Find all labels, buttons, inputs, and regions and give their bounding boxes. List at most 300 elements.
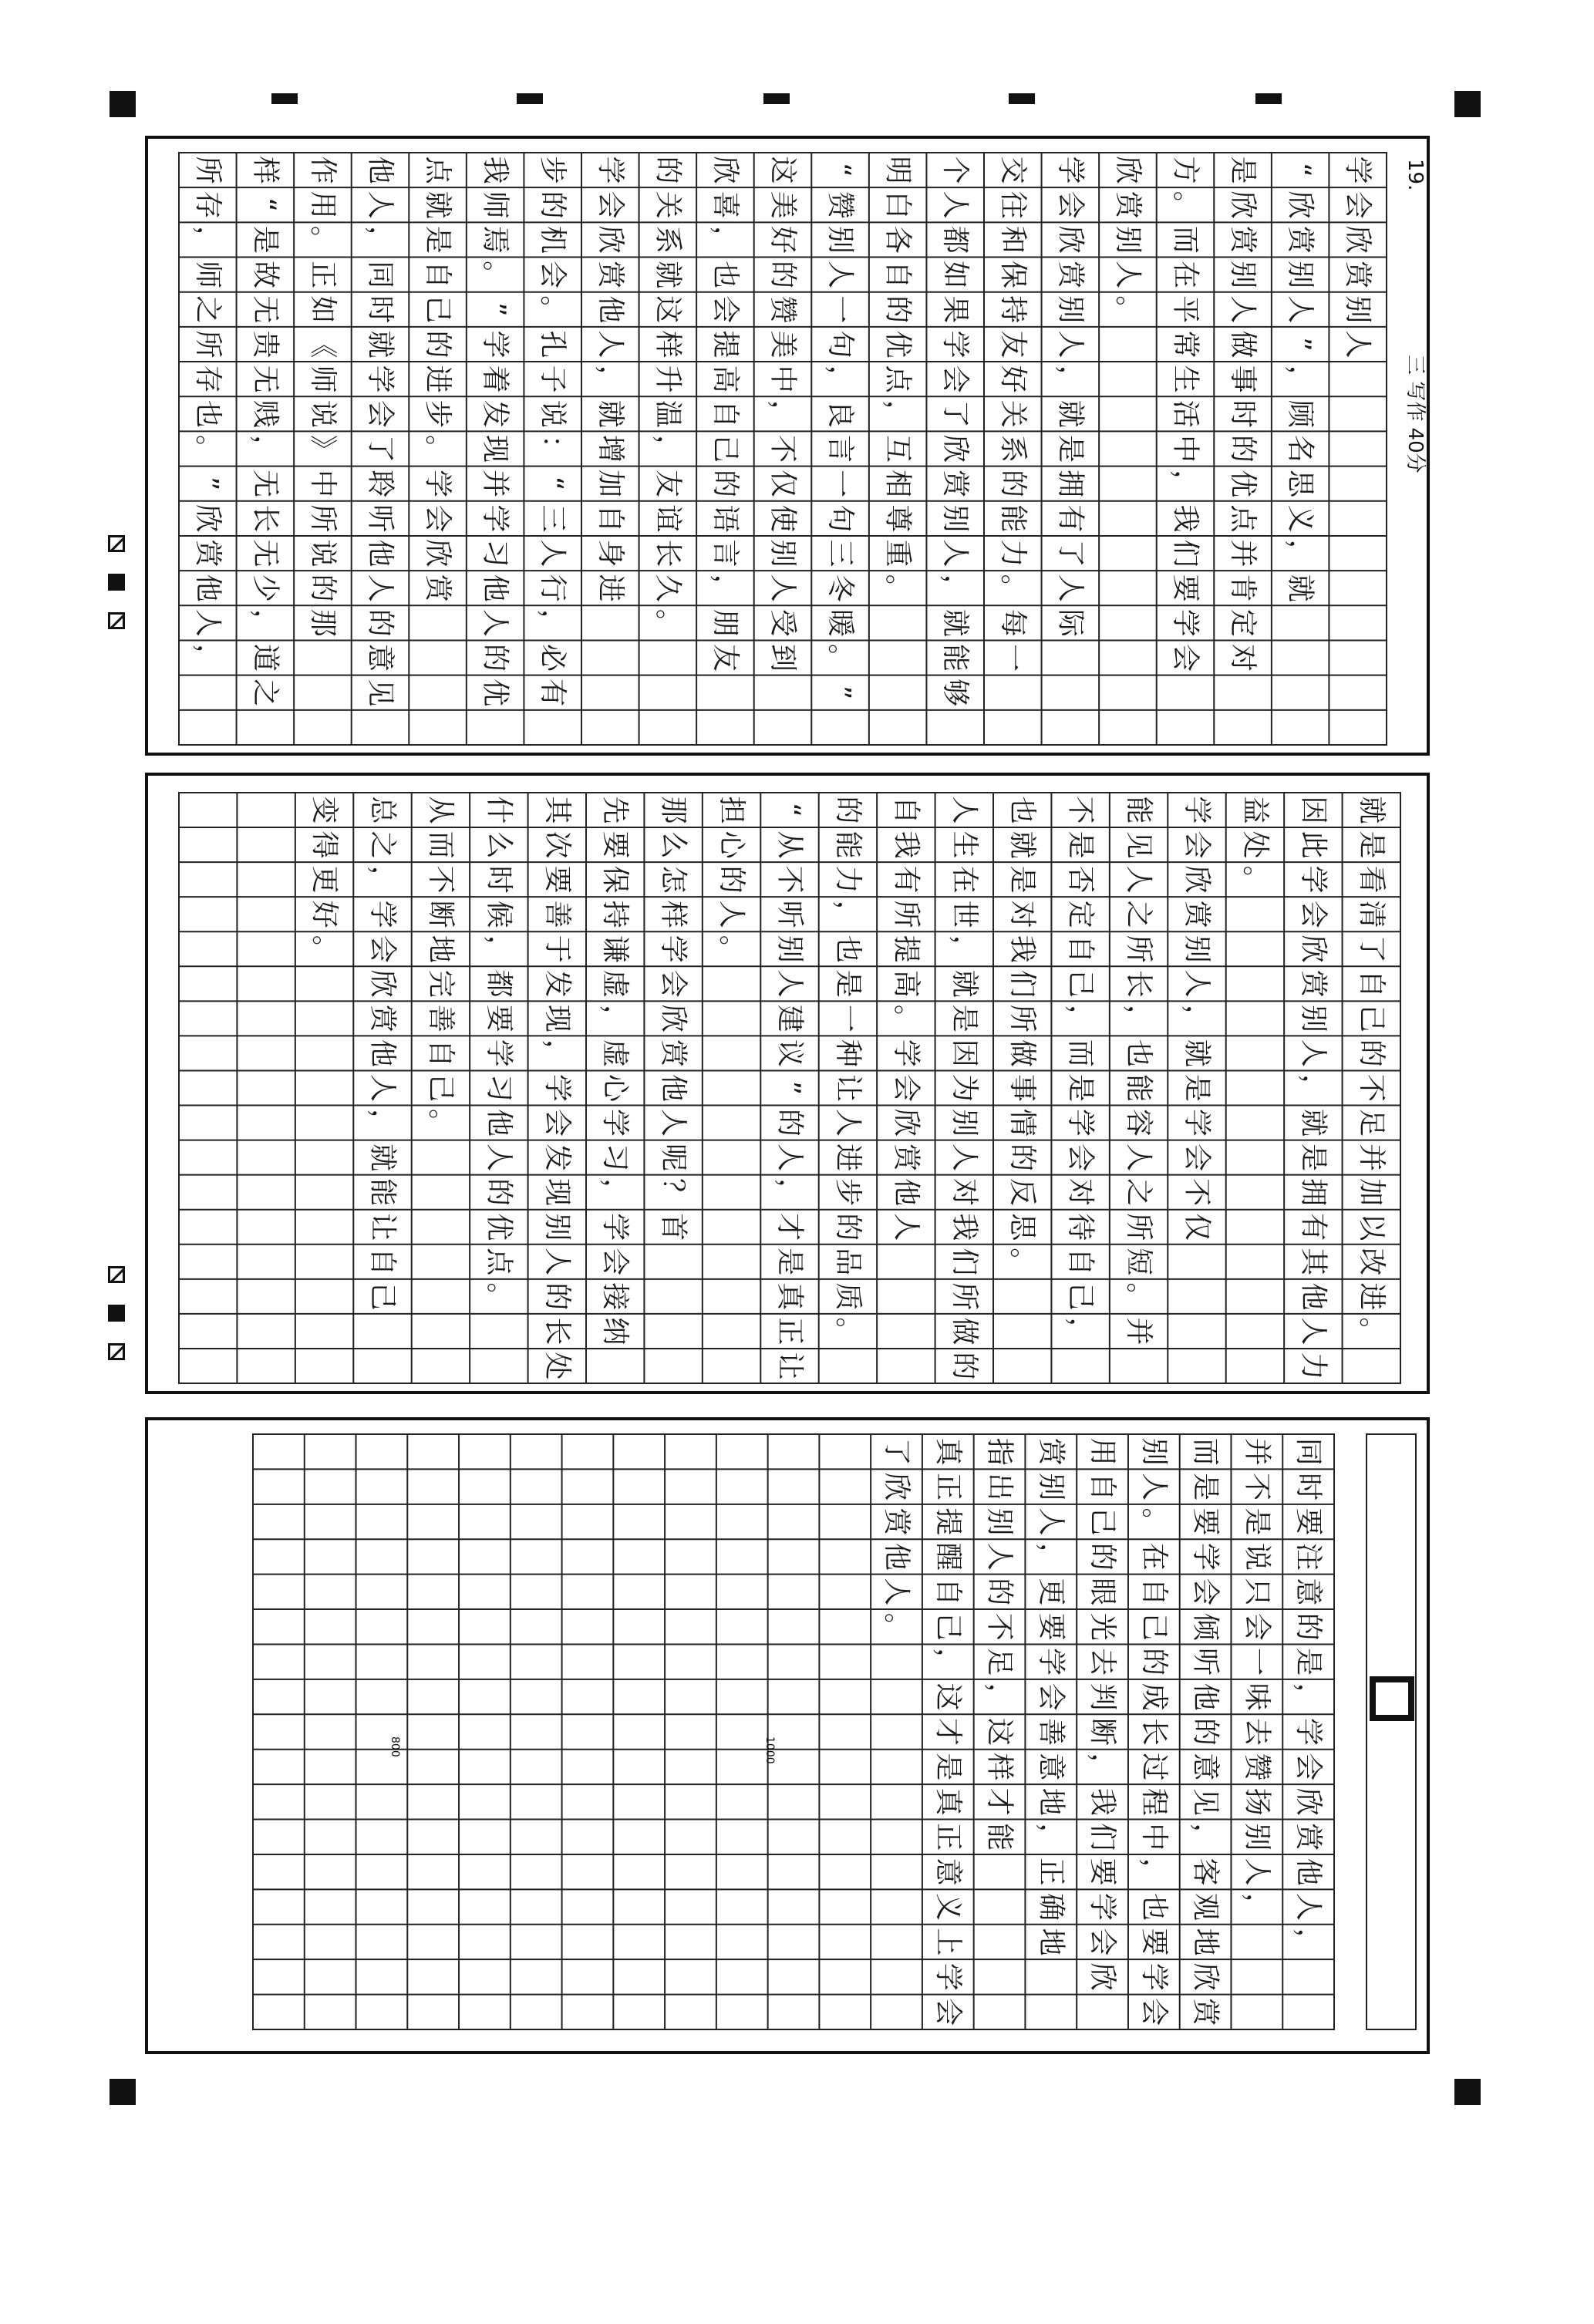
handwritten-char: 而: [1189, 1437, 1222, 1466]
omr-box: [108, 1266, 125, 1283]
handwritten-char: 意: [932, 1858, 964, 1886]
handwritten-char: 平: [1169, 295, 1201, 324]
handwritten-char: 赏: [1297, 969, 1329, 998]
handwritten-char: 从: [424, 796, 457, 824]
handwritten-char: 学: [932, 1962, 964, 1991]
handwritten-char: 确: [1035, 1893, 1067, 1922]
handwritten-char: 尊: [881, 504, 914, 533]
handwritten-char: 。: [881, 1612, 913, 1641]
timing-mark: [1009, 93, 1035, 104]
handwritten-char: 学: [366, 900, 399, 928]
handwritten-char: 作: [306, 156, 339, 184]
handwritten-char: 是: [1227, 156, 1259, 184]
handwritten-char: 说: [306, 539, 339, 568]
handwritten-char: 不: [773, 865, 806, 894]
handwritten-char: 会: [422, 504, 454, 533]
handwritten-char: 会: [1342, 190, 1374, 219]
handwritten-char: 事: [1006, 1073, 1039, 1103]
handwritten-char: 现: [541, 1178, 573, 1207]
handwritten-char: 见: [1189, 1787, 1222, 1816]
handwritten-char: 存: [191, 190, 224, 219]
handwritten-char: 系: [652, 225, 684, 254]
handwritten-char: 美: [767, 190, 799, 219]
handwritten-char: 学: [1087, 1893, 1119, 1922]
handwritten-char: ，: [599, 1178, 632, 1207]
handwritten-char: 赏: [1035, 1437, 1067, 1466]
handwritten-char: 他: [1292, 1858, 1325, 1886]
handwritten-char: 。: [424, 1109, 457, 1137]
handwritten-char: 人: [1137, 1473, 1170, 1501]
handwritten-char: ，: [824, 365, 857, 393]
handwritten-char: 加: [594, 470, 626, 498]
handwritten-char: 候: [483, 900, 515, 928]
handwritten-char: 就: [939, 608, 972, 637]
handwritten-char: 就: [1006, 830, 1039, 859]
handwritten-char: 才: [932, 1717, 964, 1746]
handwritten-char: 。: [1006, 1248, 1039, 1276]
handwritten-char: 也: [1123, 1039, 1155, 1067]
handwritten-char: ，: [1123, 1004, 1155, 1032]
handwritten-char: 品: [831, 1248, 864, 1276]
handwritten-char: ”: [191, 476, 224, 491]
handwritten-char: 看: [1355, 865, 1387, 894]
handwritten-char: 这: [652, 295, 684, 324]
handwritten-char: 现: [541, 1004, 573, 1032]
handwritten-char: 为: [948, 1073, 980, 1103]
handwritten-char: 人: [541, 1248, 573, 1276]
handwritten-char: 听: [364, 504, 396, 533]
handwritten-char: 也: [1006, 796, 1039, 824]
essay-grid-2: [148, 776, 1433, 1397]
handwritten-char: 己: [424, 1073, 457, 1103]
handwritten-char: 友: [652, 470, 684, 498]
handwritten-char: 定: [1227, 608, 1259, 637]
handwritten-char: 也: [1137, 1893, 1170, 1922]
handwritten-char: 就: [364, 330, 396, 359]
handwritten-char: 人: [1292, 1893, 1325, 1922]
handwritten-char: ，: [1181, 1004, 1213, 1032]
handwritten-char: 重: [881, 539, 914, 568]
handwritten-char: 能: [1123, 1073, 1155, 1103]
handwritten-char: 学: [483, 1039, 515, 1067]
handwritten-char: 义: [1284, 504, 1316, 533]
handwritten-char: 样: [652, 330, 684, 359]
handwritten-char: 的: [364, 608, 396, 637]
handwritten-char: 心: [599, 1073, 632, 1103]
handwritten-char: 赏: [1227, 225, 1259, 254]
handwritten-char: 的: [479, 644, 511, 672]
handwritten-char: ，: [483, 935, 515, 963]
essay-grid-1: [148, 139, 1433, 759]
handwritten-char: 的: [306, 574, 339, 602]
handwritten-char: 足: [983, 1648, 1016, 1676]
handwritten-char: 点: [1227, 504, 1259, 533]
handwritten-char: 自: [366, 1248, 399, 1276]
handwritten-char: 己: [422, 295, 454, 324]
handwritten-char: 总: [366, 796, 399, 824]
grid-lines: [253, 1434, 1334, 2029]
handwritten-char: 质: [831, 1282, 864, 1311]
handwritten-char: 着: [479, 365, 511, 393]
handwritten-char: 的: [881, 295, 914, 324]
handwritten-char: 别: [1227, 261, 1259, 289]
handwritten-char: 是: [1241, 1507, 1273, 1536]
handwritten-char: 欣: [1297, 935, 1329, 963]
handwritten-char: 样: [657, 900, 689, 928]
handwritten-char: 别: [1297, 1004, 1329, 1032]
handwritten-char: 力: [1297, 1352, 1329, 1380]
handwritten-char: ，: [364, 225, 396, 254]
handwritten-char: 赏: [881, 1507, 913, 1536]
handwritten-char: 之: [249, 679, 281, 707]
handwritten-char: 。: [1137, 1507, 1170, 1536]
handwritten-char: 加: [1355, 1178, 1387, 1207]
handwritten-char: 。: [422, 434, 454, 463]
handwritten-char: 所: [890, 900, 922, 928]
handwritten-char: 并: [1123, 1317, 1155, 1346]
handwritten-char: ，: [366, 865, 399, 894]
handwritten-char: 喜: [709, 190, 741, 219]
handwritten-char: 要: [541, 865, 573, 894]
handwritten-char: 学: [1064, 1109, 1097, 1137]
handwritten-char: ，: [767, 399, 799, 428]
handwritten-char: 纳: [599, 1317, 632, 1346]
handwritten-char: 的: [1006, 1143, 1039, 1172]
handwritten-char: 。: [308, 935, 341, 963]
handwritten-char: 赏: [422, 574, 454, 602]
registration-mark-top-left: [110, 91, 136, 117]
handwritten-char: 去: [1241, 1717, 1273, 1746]
handwritten-char: 必: [537, 644, 569, 672]
handwritten-char: 提: [932, 1507, 964, 1536]
handwritten-char: 学: [890, 1039, 922, 1067]
handwritten-char: 学: [1292, 1717, 1325, 1746]
handwritten-char: 够: [939, 679, 972, 707]
handwritten-char: 要: [1292, 1507, 1325, 1536]
handwritten-char: 人: [1035, 1507, 1067, 1536]
handwritten-char: ，: [537, 608, 569, 637]
handwritten-char: 系: [996, 434, 1029, 463]
handwritten-char: 就: [1054, 399, 1087, 428]
handwritten-char: 自: [594, 504, 626, 533]
handwritten-char: 欣: [191, 504, 224, 533]
handwritten-char: 仅: [767, 470, 799, 498]
handwritten-char: 的: [983, 1578, 1016, 1606]
handwritten-char: 生: [1169, 365, 1201, 393]
handwritten-char: “: [824, 163, 857, 177]
handwritten-char: 倾: [1189, 1612, 1222, 1641]
handwritten-char: 能: [831, 830, 864, 859]
handwritten-char: 次: [541, 830, 573, 859]
handwritten-char: 会: [1035, 1682, 1067, 1711]
handwritten-char: 赏: [939, 470, 972, 498]
handwritten-char: 赏: [657, 1039, 689, 1067]
handwritten-char: 让: [773, 1352, 806, 1380]
handwritten-char: ，: [1284, 365, 1316, 393]
handwritten-char: 是: [1355, 830, 1387, 859]
essay-grid-3: [148, 1420, 1433, 2057]
handwritten-char: 人: [1227, 295, 1259, 324]
handwritten-char: 师: [479, 190, 511, 219]
handwritten-char: 己: [1064, 969, 1097, 998]
handwritten-char: 人: [881, 1578, 913, 1606]
handwritten-char: 肯: [1227, 574, 1259, 602]
handwritten-char: ，: [249, 434, 281, 463]
handwritten-char: 客: [1189, 1858, 1222, 1886]
handwritten-char: ”: [773, 1080, 806, 1096]
handwritten-char: 别: [541, 1213, 573, 1241]
timing-mark: [1255, 93, 1282, 104]
handwritten-char: 所: [191, 156, 224, 184]
handwritten-char: 人: [1241, 1858, 1273, 1886]
handwritten-char: 言: [709, 539, 741, 568]
handwritten-char: 人: [479, 608, 511, 637]
handwritten-char: 要: [1087, 1858, 1119, 1886]
handwritten-char: 的: [709, 470, 741, 498]
handwritten-char: ，: [1284, 539, 1316, 568]
handwritten-char: 赞: [1241, 1753, 1273, 1781]
handwritten-char: 所: [1123, 1213, 1155, 1241]
handwritten-char: 活: [1169, 399, 1201, 428]
handwritten-char: 欣: [1054, 225, 1087, 254]
handwritten-char: 并: [1241, 1437, 1273, 1466]
handwritten-char: 人: [773, 969, 806, 998]
handwritten-char: 对: [1064, 1178, 1097, 1207]
handwritten-char: 这: [767, 156, 799, 184]
handwritten-char: ，: [983, 1682, 1016, 1711]
handwritten-char: 首: [657, 1213, 689, 1241]
omr-box: [108, 535, 125, 552]
handwritten-char: 一: [1241, 1648, 1273, 1676]
handwritten-char: 因: [948, 1039, 980, 1067]
handwritten-char: 就: [652, 261, 684, 289]
handwritten-char: 自: [1137, 1578, 1170, 1606]
handwritten-char: 进: [422, 365, 454, 393]
handwritten-char: 无: [249, 539, 281, 568]
handwritten-char: 赞: [824, 190, 857, 219]
handwritten-char: 所: [306, 504, 339, 533]
handwritten-char: 好: [767, 225, 799, 254]
handwritten-char: 的: [1087, 1542, 1119, 1571]
handwritten-char: 。: [537, 295, 569, 324]
handwritten-char: 从: [773, 830, 806, 859]
handwritten-char: 判: [1087, 1682, 1119, 1711]
handwritten-char: 的: [422, 330, 454, 359]
handwritten-char: ，: [1189, 1823, 1222, 1851]
handwritten-char: 个: [939, 156, 972, 184]
handwritten-char: 一: [831, 1004, 864, 1032]
handwritten-char: 无: [249, 295, 281, 324]
handwritten-char: ，: [191, 225, 224, 254]
handwritten-char: 更: [1035, 1578, 1067, 1606]
handwritten-char: 学: [1137, 1962, 1170, 1991]
handwritten-char: 学: [479, 330, 511, 359]
timing-mark: [517, 93, 543, 104]
handwritten-char: 以: [1355, 1213, 1387, 1241]
handwritten-char: 断: [1087, 1717, 1119, 1746]
handwritten-char: 无: [249, 365, 281, 393]
handwritten-char: 别: [1054, 295, 1087, 324]
handwritten-char: 发: [541, 969, 573, 998]
handwritten-char: 人: [983, 1542, 1016, 1571]
handwritten-char: 是: [1181, 1073, 1213, 1103]
handwritten-char: 学: [599, 1109, 632, 1137]
handwritten-char: 己: [366, 1282, 399, 1311]
handwritten-char: 学: [364, 365, 396, 393]
handwritten-char: 所: [1006, 1004, 1039, 1032]
handwritten-char: 样: [249, 156, 281, 184]
handwritten-char: 不: [1181, 1178, 1213, 1207]
handwritten-char: “: [1284, 163, 1316, 177]
handwritten-char: 长: [249, 504, 281, 533]
handwritten-char: 高: [709, 365, 741, 393]
handwritten-char: 三: [537, 504, 569, 533]
handwritten-char: 故: [249, 261, 281, 289]
handwritten-char: 焉: [479, 225, 511, 254]
handwritten-char: 能: [366, 1178, 399, 1207]
handwritten-char: 学: [1181, 1109, 1213, 1137]
handwritten-char: 的: [831, 796, 864, 824]
handwritten-char: 味: [1241, 1682, 1273, 1711]
handwritten-char: 步: [831, 1178, 864, 1207]
word-count-tick: 1000: [763, 1736, 776, 1764]
handwritten-char: 人: [1054, 330, 1087, 359]
handwritten-char: ”: [479, 301, 511, 317]
handwritten-char: 不: [424, 865, 457, 894]
handwritten-char: ，: [881, 399, 914, 428]
handwritten-char: 他: [366, 1039, 399, 1067]
handwritten-char: 他: [1297, 1282, 1329, 1311]
handwritten-char: 之: [1123, 1178, 1155, 1207]
handwritten-char: 会: [599, 1248, 632, 1276]
handwritten-char: 说: [1241, 1542, 1273, 1571]
handwritten-char: 仅: [1181, 1213, 1213, 1241]
handwritten-char: 。: [1123, 1282, 1155, 1311]
handwritten-char: 中: [1169, 434, 1201, 463]
handwritten-char: 断: [424, 900, 457, 928]
handwritten-char: ，: [939, 574, 972, 602]
word-count-tick: 800: [389, 1736, 401, 1757]
handwritten-char: 学: [1181, 796, 1213, 824]
handwritten-char: 是: [1064, 1073, 1097, 1103]
handwritten-char: 能: [939, 644, 972, 672]
handwritten-char: 自: [932, 1578, 964, 1606]
handwritten-char: 正: [1035, 1858, 1067, 1886]
handwritten-char: 意: [1189, 1753, 1222, 1781]
handwritten-char: 习: [599, 1143, 632, 1172]
handwritten-char: 欣: [1189, 1962, 1222, 1991]
handwritten-char: 身: [594, 539, 626, 568]
handwritten-char: 关: [652, 190, 684, 219]
handwritten-char: 。: [1169, 190, 1201, 219]
handwritten-char: 真: [773, 1282, 806, 1311]
handwritten-char: 机: [537, 225, 569, 254]
handwritten-char: 地: [1035, 1787, 1067, 1816]
handwritten-char: 是: [1064, 830, 1097, 859]
essay-panel-1: [145, 136, 1430, 756]
handwritten-char: 否: [1064, 865, 1097, 894]
handwritten-char: 光: [1087, 1612, 1119, 1641]
handwritten-char: 也: [191, 399, 224, 428]
handwritten-char: 于: [541, 935, 573, 963]
handwritten-char: 益: [1238, 796, 1271, 824]
handwritten-char: 别: [773, 935, 806, 963]
handwritten-char: 我: [890, 830, 922, 859]
handwritten-char: 听: [773, 900, 806, 928]
handwritten-char: ，: [932, 1648, 964, 1676]
handwritten-char: 别: [1035, 1473, 1067, 1501]
handwritten-char: 担: [716, 796, 748, 824]
handwritten-char: 正: [773, 1317, 806, 1346]
handwritten-char: 习: [483, 1073, 515, 1103]
handwritten-char: 句: [824, 330, 857, 359]
handwritten-char: 都: [483, 969, 515, 998]
handwritten-char: 的: [1292, 1612, 1325, 1641]
handwritten-char: 而: [1169, 225, 1201, 254]
handwritten-char: 的: [483, 1178, 515, 1207]
handwritten-char: 情: [1006, 1109, 1039, 1137]
handwritten-char: ，: [709, 574, 741, 602]
handwritten-char: 说: [537, 399, 569, 428]
handwritten-char: 别: [939, 504, 972, 533]
handwritten-char: 生: [948, 830, 980, 859]
handwritten-char: 。: [479, 261, 511, 289]
handwritten-char: 是: [1292, 1648, 1325, 1676]
handwritten-char: 意: [364, 644, 396, 672]
handwritten-char: 在: [1137, 1542, 1170, 1571]
handwritten-char: 之: [366, 830, 399, 859]
handwritten-char: 待: [1064, 1213, 1097, 1241]
handwritten-char: 程: [1137, 1787, 1170, 1816]
handwritten-char: 我: [479, 156, 511, 184]
handwritten-char: 提: [890, 935, 922, 963]
handwritten-char: 在: [948, 865, 980, 894]
handwritten-char: 学: [422, 470, 454, 498]
handwritten-char: 那: [306, 608, 339, 637]
handwritten-char: 能: [1123, 796, 1155, 824]
handwritten-char: 正: [932, 1473, 964, 1501]
handwritten-char: 因: [1297, 796, 1329, 824]
handwritten-char: 欣: [366, 969, 399, 998]
handwritten-char: 自: [890, 796, 922, 824]
handwritten-char: 欣: [1292, 1787, 1325, 1816]
handwritten-char: ，: [1292, 1928, 1325, 1956]
handwritten-char: 优: [483, 1213, 515, 1241]
handwritten-char: 有: [1054, 504, 1087, 533]
handwritten-char: 他: [594, 295, 626, 324]
handwritten-char: 指: [983, 1437, 1016, 1466]
handwritten-char: ，: [191, 644, 224, 672]
handwritten-char: 扬: [1241, 1787, 1273, 1816]
handwritten-char: 欣: [1111, 156, 1144, 184]
handwritten-char: 观: [1189, 1893, 1222, 1922]
handwritten-char: 点: [483, 1248, 515, 1276]
omr-box: [108, 612, 125, 629]
handwritten-char: 无: [249, 470, 281, 498]
omr-box: [108, 1305, 125, 1322]
handwritten-char: ，: [1064, 1317, 1097, 1346]
handwritten-char: 会: [709, 295, 741, 324]
handwritten-char: 别: [1241, 1823, 1273, 1851]
handwritten-char: 要: [1035, 1612, 1067, 1641]
handwritten-char: 每: [996, 608, 1029, 637]
handwritten-char: ，: [1054, 365, 1087, 393]
handwritten-char: 冬: [824, 574, 857, 602]
handwritten-char: 让: [831, 1073, 864, 1103]
handwritten-char: 们: [1169, 539, 1201, 568]
handwritten-char: 就: [422, 190, 454, 219]
handwritten-char: 欣: [1087, 1962, 1119, 1991]
